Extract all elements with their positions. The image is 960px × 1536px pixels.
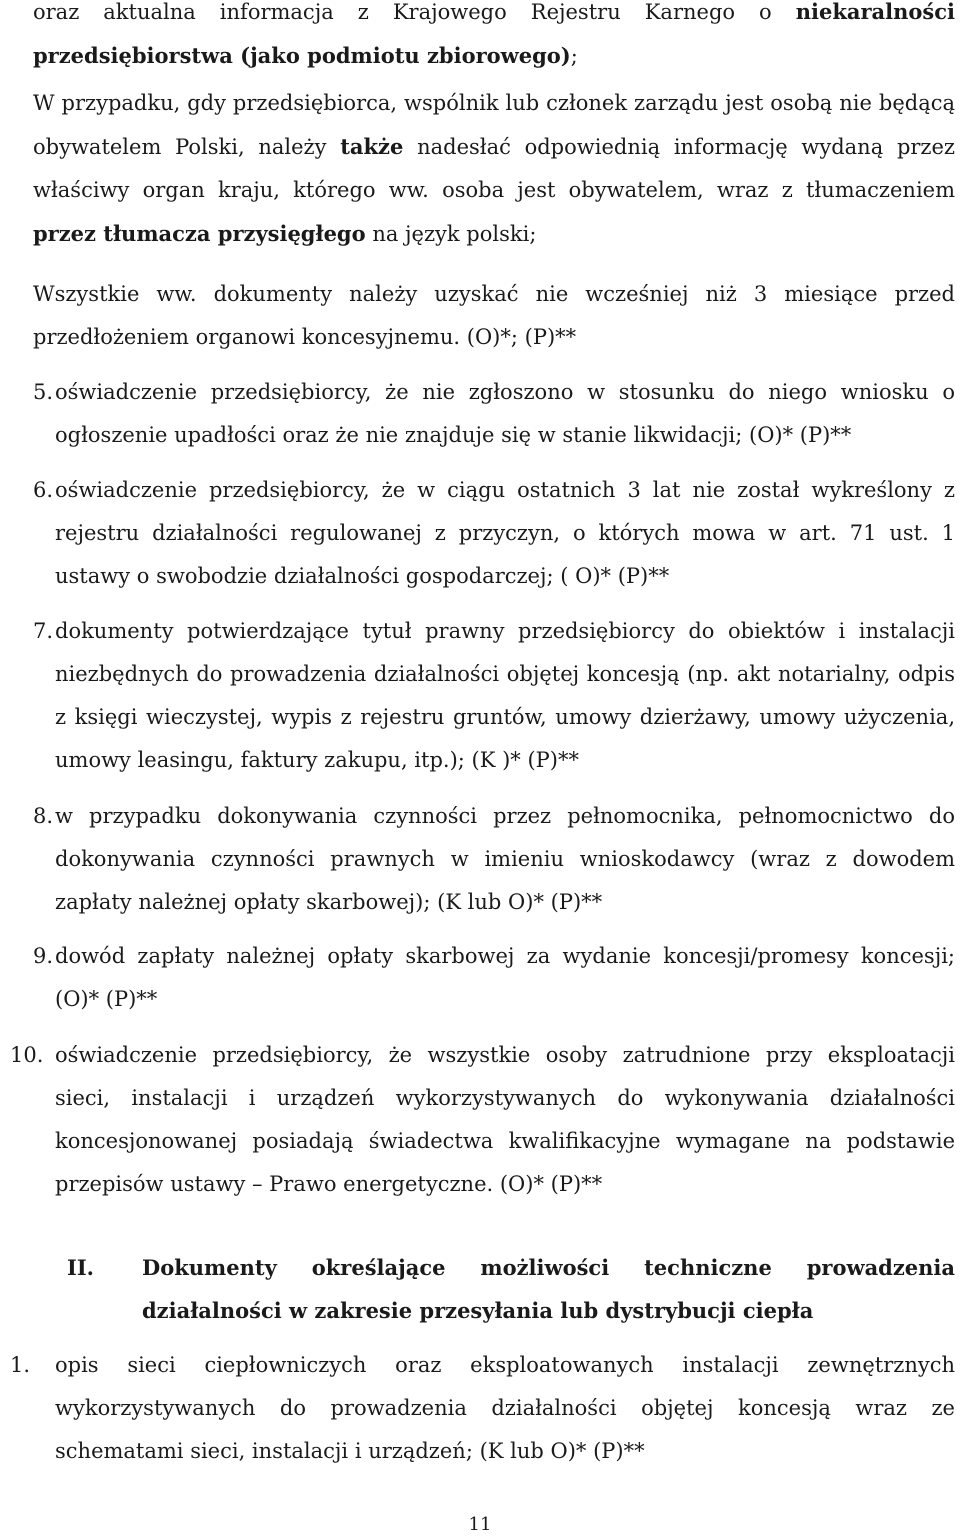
list-item-text: opis sieci ciepłowniczych oraz eksploatowanych instalacji zewnętrznych wykorzystywanych do prowadzenia działalności objętej koncesją wraz ze schematami sieci, instalacji i urządzeń; (K lub O)* (P)** [55,1353,955,1463]
intro-paragraph-3: Wszystkie ww. dokumenty należy uzyskać nie wcześniej niż 3 miesiące przed przedłożeniem organowi koncesyjnemu. (O)*; (P)** [33,282,955,349]
list-item-number: 9. [33,944,54,968]
p2-text-c: na język polski; [365,222,537,246]
list-item-number: 10. [10,1043,44,1067]
p2-text-b: nadesłać odpowiednią informację wydaną przez właściwy organ kraju, którego ww. osoba jest obywatelem, wraz z tłumaczeniem [33,135,955,202]
list-item-text: dokumenty potwierdzające tytuł prawny przedsiębiorcy do obiektów i instalacji niezbędnych do prowadzenia działalności objętej koncesją (np. akt notarialny, odpis z księgi wieczystej, wypis z rejestru gruntów, umowy dzierżawy, umowy użyczenia, umowy leasingu, faktury zakupu, itp.); (K )* (P)** [55,619,955,772]
list-item-text: w przypadku dokonywania czynności przez pełnomocnika, pełnomocnictwo do dokonywania czynności prawnych w imieniu wnioskodawcy (wraz z dowodem zapłaty należnej opłaty skarbowej); (K lub O)* (P)** [55,804,955,914]
list-item-number: 8. [33,804,54,828]
intro-text-end: ; [570,44,578,68]
section-numeral: II. [67,1255,94,1280]
list-item-text: oświadczenie przedsiębiorcy, że w ciągu ostatnich 3 lat nie został wykreślony z rejestru działalności regulowanej z przyczyn, o których mowa w art. 71 ust. 1 ustawy o swobodzie działalności gospodarczej; ( O)* (P)** [55,478,955,588]
list-item-number: 5. [33,380,54,404]
p2-bold-a: także [340,134,404,159]
intro-paragraph-1 [33,0,955,78]
p2-text-a: W przypadku, gdy przedsiębiorca, wspólnik lub członek zarządu jest osobą nie będącą obywatelem Polski, należy [33,91,955,159]
p2-bold-b: przez tłumacza przysięgłego [33,221,366,246]
intro-bold-text: niekaralności przedsiębiorstwa (jako podmiotu zbiorowego) [33,0,955,68]
list-item-number: 7. [33,619,54,643]
section-title: Dokumenty określające możliwości techniczne prowadzenia działalności w zakresie przesyłania lub dystrybucji ciepła [142,1255,955,1323]
intro-text: oraz aktualna informacja z Krajowego Rejestru Karnego o [33,0,796,24]
list-item-text: oświadczenie przedsiębiorcy, że nie zgłoszono w stosunku do niego wniosku o ogłoszenie upadłości oraz że nie znajduje się w stanie likwidacji; (O)* (P)** [55,380,955,447]
list-item-number: 6. [33,478,54,502]
intro-paragraph-2 [33,82,955,256]
list-item-text: oświadczenie przedsiębiorcy, że wszystkie osoby zatrudnione przy eksploatacji sieci, instalacji i urządzeń wykorzystywanych do wykonywania działalności koncesjonowanej posiadają świadectwa kwalifikacyjne wymagane na podstawie przepisów ustawy – Prawo energetyczne. (O)* (P)** [55,1043,955,1196]
list-item-number: 1. [10,1353,31,1377]
page-number: 11 [468,1514,492,1535]
list-item-text: dowód zapłaty należnej opłaty skarbowej za wydanie koncesji/promesy koncesji; (O)* (P)** [55,944,955,1011]
